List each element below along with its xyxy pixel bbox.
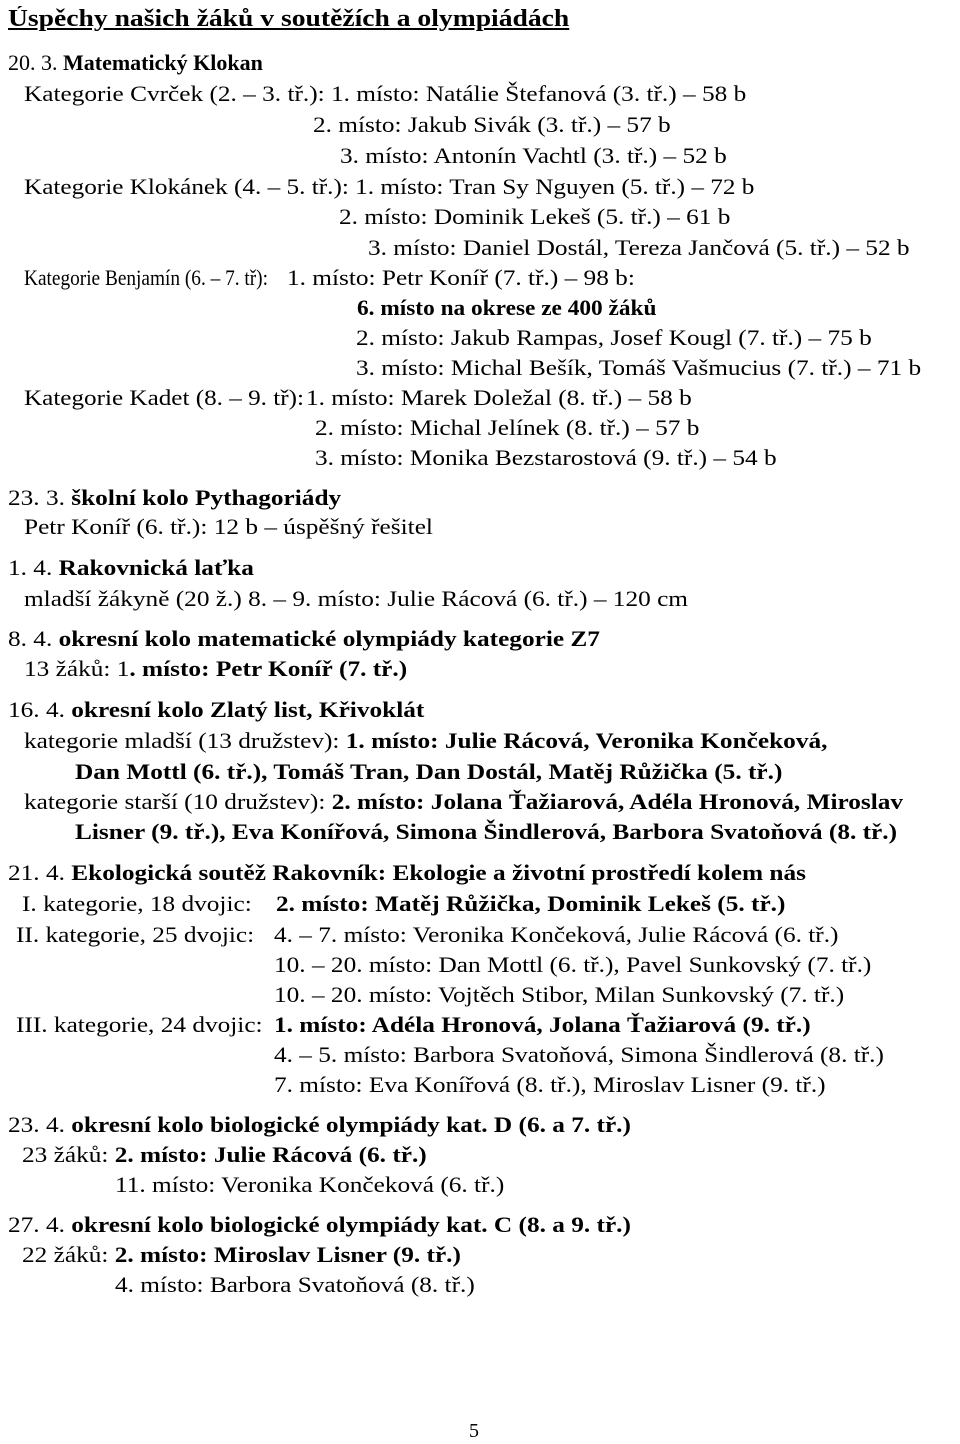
pythagoriada-heading xyxy=(8,485,341,511)
zlaty-list-name: okresní kolo Zlatý list, Křivoklát xyxy=(71,697,425,722)
klokan-kadet-line-2: 2. místo: Michal Jelínek (8. tř.) – 57 b xyxy=(315,415,700,440)
ekologie-date: 21. 4. xyxy=(8,860,72,885)
ekologie-k1-label: I. kategorie, 18 dvojic: xyxy=(22,891,252,916)
z7-count: 13 žáků: 1 xyxy=(24,656,130,681)
ekologie-k3-line-2: 4. – 5. místo: Barbora Svatoňová, Simona Šindlerová (8. tř.) xyxy=(274,1042,884,1067)
z7-result: . místo: Petr Koníř (7. tř.) xyxy=(129,656,408,681)
page-title: Úspěchy našich žáků v soutěžích a olympiádách xyxy=(8,6,570,32)
bio-c-count: 22 žáků: xyxy=(22,1242,115,1267)
zlaty-list-mladsi-place: 1. místo xyxy=(345,728,431,753)
zlaty-list-starsi-label: kategorie starší (10 družstev): xyxy=(24,789,332,814)
zlaty-list-starsi-line-2: Lisner (9. tř.), Eva Konířová, Simona Šindlerová, Barbora Svatoňová (8. tř.) xyxy=(75,819,898,844)
bio-c-line-2: 4. místo: Barbora Svatoňová (8. tř.) xyxy=(115,1272,475,1297)
page-number: 5 xyxy=(469,1420,479,1442)
klokan-klokanek-line-3: 3. místo: Daniel Dostál, Tereza Jančová (5. tř.) – 52 b xyxy=(368,235,910,260)
klokan-kadet-line-1: 1. místo: Marek Doležal (8. tř.) – 58 b xyxy=(306,385,692,410)
bio-c-name: okresní kolo biologické olympiády kat. C (8. a 9. tř.) xyxy=(71,1212,631,1237)
bio-c-heading xyxy=(8,1212,631,1238)
zlaty-list-starsi-names: : Jolana Ťažiarová, Adéla Hronová, Miroslav xyxy=(416,789,904,814)
pythagoriada-name: školní kolo Pythagoriády xyxy=(71,485,342,510)
klokan-benjamin-line-1: 1. místo: Petr Koníř (7. tř.) – 98 b: xyxy=(287,265,635,290)
zlaty-list-mladsi-line-2: Dan Mottl (6. tř.), Tomáš Tran, Dan Dostál, Matěj Růžička (5. tř.) xyxy=(75,759,783,784)
klokan-benjamin-label: Kategorie Benjamín (6. – 7. tř): xyxy=(24,265,268,290)
zlaty-list-mladsi-label: kategorie mladší (13 družstev): xyxy=(24,728,346,753)
zlaty-list-mladsi-names: : Julie Rácová, Veronika Končeková, xyxy=(430,728,828,753)
z7-heading xyxy=(8,626,600,652)
ekologie-k1-line-1: 2. místo: Matěj Růžička, Dominik Lekeš (5. tř.) xyxy=(276,891,786,916)
klokan-cvrcek-line-3: 3. místo: Antonín Vachtl (3. tř.) – 52 b xyxy=(340,143,727,168)
klokan-cvrcek-line-1: Kategorie Cvrček (2. – 3. tř.): 1. místo: Natálie Štefanová (3. tř.) – 58 b xyxy=(24,81,747,106)
ekologie-k2-line-3: 10. – 20. místo: Vojtěch Stibor, Milan Sunkovský (7. tř.) xyxy=(274,982,845,1007)
z7-name: okresní kolo matematické olympiády kategorie Z7 xyxy=(58,626,600,651)
bio-c-result: 2. místo: Miroslav Lisner (9. tř.) xyxy=(114,1242,461,1267)
klokan-benjamin-line-3: 3. místo: Michal Bešík, Tomáš Vašmucius (7. tř.) – 71 b xyxy=(356,355,922,380)
latka-date: 1. 4. xyxy=(8,555,59,580)
bio-d-count: 23 žáků: xyxy=(22,1142,115,1167)
zlaty-list-heading xyxy=(8,697,424,723)
ekologie-k3-line-1: 1. místo: Adéla Hronová, Jolana Ťažiarová (9. tř.) xyxy=(274,1012,811,1037)
klokan-benjamin-line-2: 2. místo: Jakub Rampas, Josef Kougl (7. tř.) – 75 b xyxy=(356,325,872,350)
pythagoriada-line: Petr Koníř (6. tř.): 12 b – úspěšný řešitel xyxy=(24,514,433,539)
bio-d-result: 2. místo: Julie Rácová (6. tř.) xyxy=(114,1142,427,1167)
ekologie-heading xyxy=(8,860,806,886)
zlaty-list-date: 16. 4. xyxy=(8,697,72,722)
bio-d-date: 23. 4. xyxy=(8,1112,72,1137)
ekologie-k3-label: III. kategorie, 24 dvojic: xyxy=(16,1012,263,1037)
klokan-klokanek-line-1: Kategorie Klokánek (4. – 5. tř.): 1. místo: Tran Sy Nguyen (5. tř.) – 72 b xyxy=(24,174,755,199)
latka-heading xyxy=(8,555,254,581)
zlaty-list-starsi-place: 2. místo xyxy=(331,789,417,814)
zlaty-list-mladsi-line-1 xyxy=(24,728,827,754)
ekologie-name: Ekologická soutěž Rakovník: Ekologie a životní prostředí kolem nás xyxy=(71,860,806,885)
z7-date: 8. 4. xyxy=(8,626,59,651)
ekologie-k3-line-3: 7. místo: Eva Konířová (8. tř.), Miroslav Lisner (9. tř.) xyxy=(274,1072,826,1097)
klokan-name: Matematický Klokan xyxy=(63,50,263,75)
bio-d-line-2: 11. místo: Veronika Končeková (6. tř.) xyxy=(115,1172,505,1197)
bio-c-line-1 xyxy=(22,1242,461,1268)
latka-name: Rakovnická laťka xyxy=(58,555,254,580)
klokan-heading xyxy=(8,50,263,76)
klokan-klokanek-line-2: 2. místo: Dominik Lekeš (5. tř.) – 61 b xyxy=(339,204,731,229)
bio-d-line-1 xyxy=(22,1142,427,1168)
pythagoriada-date: 23. 3. xyxy=(8,485,72,510)
klokan-date: 20. 3. xyxy=(8,50,63,75)
ekologie-k2-label: II. kategorie, 25 dvojic: xyxy=(16,922,255,947)
klokan-benjamin-okres: 6. místo na okrese ze 400 žáků xyxy=(357,295,657,320)
bio-c-date: 27. 4. xyxy=(8,1212,72,1237)
klokan-cvrcek-line-2: 2. místo: Jakub Sivák (3. tř.) – 57 b xyxy=(313,112,671,137)
klokan-kadet-label: Kategorie Kadet (8. – 9. tř): xyxy=(24,385,304,410)
zlaty-list-starsi-line-1 xyxy=(24,789,903,815)
bio-d-heading xyxy=(8,1112,631,1138)
ekologie-k2-line-1: 4. – 7. místo: Veronika Končeková, Julie Rácová (6. tř.) xyxy=(274,922,839,947)
ekologie-k2-line-2: 10. – 20. místo: Dan Mottl (6. tř.), Pavel Sunkovský (7. tř.) xyxy=(274,952,872,977)
latka-line: mladší žákyně (20 ž.) 8. – 9. místo: Julie Rácová (6. tř.) – 120 cm xyxy=(24,586,688,611)
klokan-kadet-line-3: 3. místo: Monika Bezstarostová (9. tř.) – 54 b xyxy=(315,445,777,470)
bio-d-name: okresní kolo biologické olympiády kat. D (6. a 7. tř.) xyxy=(71,1112,631,1137)
z7-line xyxy=(24,656,407,682)
